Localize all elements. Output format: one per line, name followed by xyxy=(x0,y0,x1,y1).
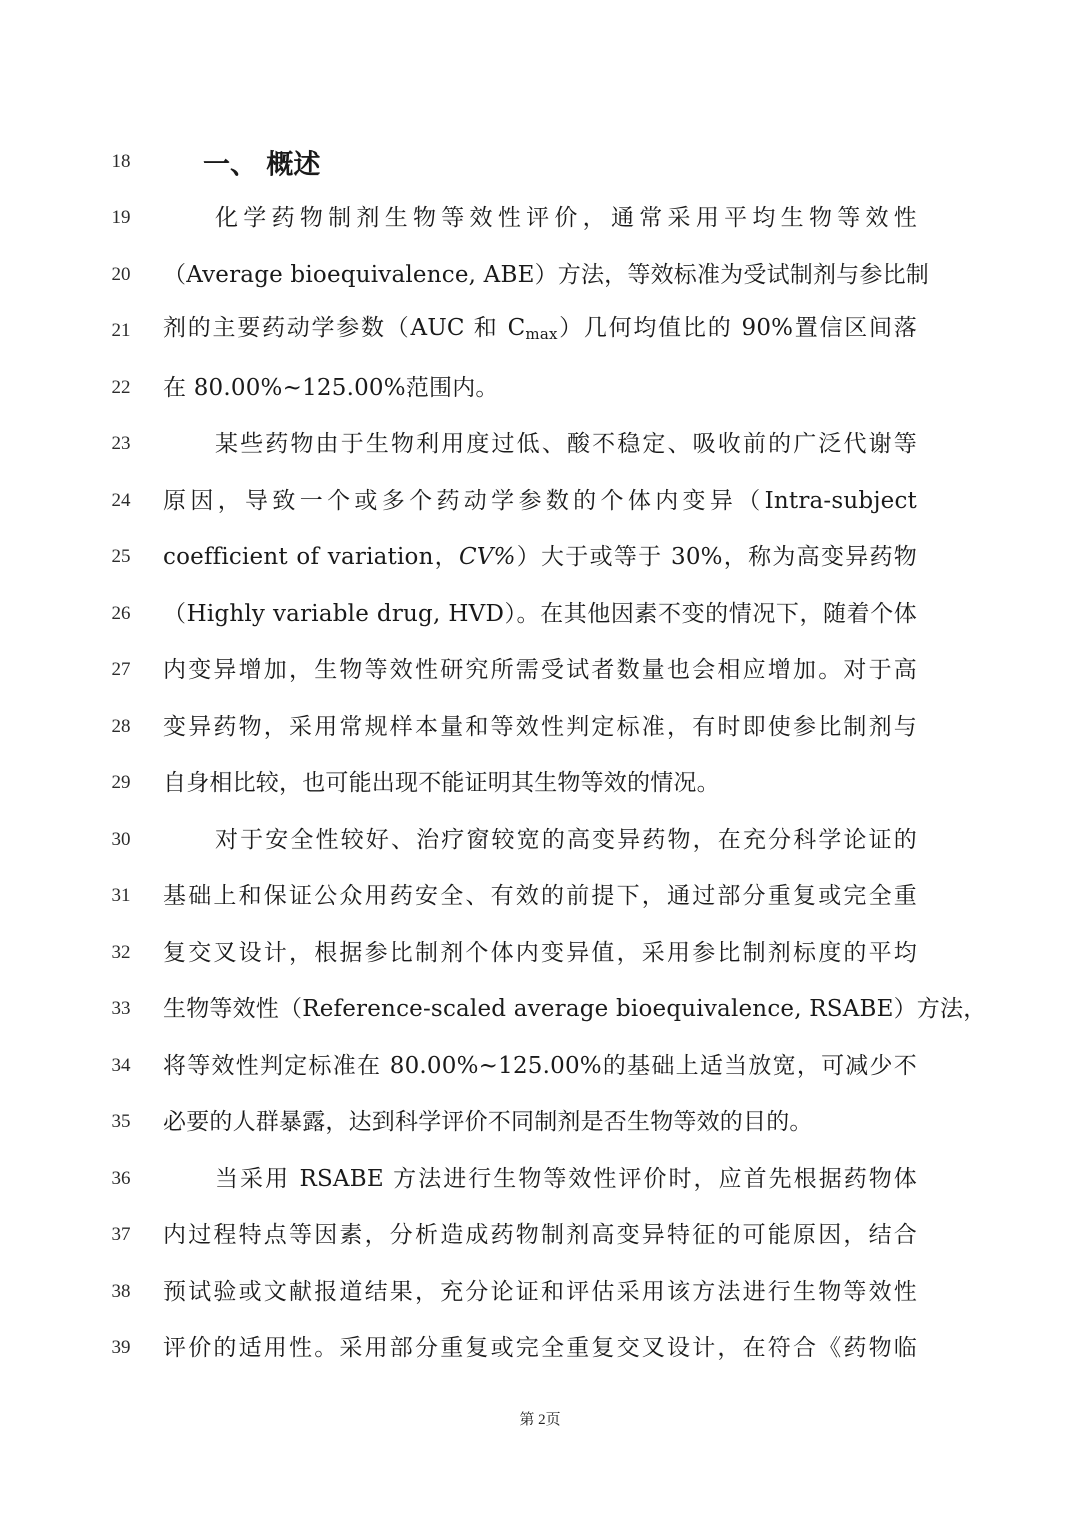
line-number: 19 xyxy=(111,207,131,228)
line-text-part: coefficient of variation， xyxy=(163,544,459,570)
page-footer: 第 2页 xyxy=(519,1412,561,1428)
line-number: 27 xyxy=(111,659,131,680)
text-line xyxy=(0,1272,1080,1312)
text-line xyxy=(0,1046,1080,1086)
line-text: 生物等效性（Reference-scaled average bioequivalence, RSABE）方法， xyxy=(163,996,987,1022)
text-line xyxy=(0,481,1080,521)
line-number: 34 xyxy=(111,1055,131,1076)
line-number: 21 xyxy=(111,320,131,341)
text-line xyxy=(0,537,1080,577)
line-text: 预试验或文献报道结果，充分论证和评估采用该方法进行生物等效性 xyxy=(163,1279,917,1305)
text-line xyxy=(0,424,1080,464)
line-text: 原因，导致一个或多个药动学参数的个体内变异（Intra-subject xyxy=(163,488,917,514)
line-number: 28 xyxy=(111,716,131,737)
text-line xyxy=(0,1159,1080,1199)
line-text: 复交叉设计，根据参比制剂个体内变异值，采用参比制剂标度的平均 xyxy=(163,940,917,966)
line-text-part: ）几何均值比的 90%置信区间落 xyxy=(557,315,917,341)
line-text: 必要的人群暴露，达到科学评价不同制剂是否生物等效的目的。 xyxy=(163,1109,813,1135)
italic-cv: CV% xyxy=(458,544,516,570)
line-number: 36 xyxy=(111,1168,131,1189)
text-line xyxy=(0,311,1080,351)
line-text: 自身相比较，也可能出现不能证明其生物等效的情况。 xyxy=(163,770,720,796)
line-number: 25 xyxy=(111,546,131,567)
text-line xyxy=(0,763,1080,803)
text-line xyxy=(0,650,1080,690)
line-number: 18 xyxy=(111,151,131,172)
text-line xyxy=(0,594,1080,634)
line-text: 当采用 RSABE 方法进行生物等效性评价时，应首先根据药物体 xyxy=(215,1166,917,1192)
line-number: 32 xyxy=(111,942,131,963)
line-text xyxy=(163,308,917,354)
line-text xyxy=(163,537,917,577)
line-number: 37 xyxy=(111,1224,131,1245)
text-line xyxy=(0,1102,1080,1142)
line-text: 将等效性判定标准在 80.00%~125.00%的基础上适当放宽，可减少不 xyxy=(163,1053,917,1079)
line-text: 变异药物，采用常规样本量和等效性判定标准，有时即使参比制剂与 xyxy=(163,714,917,740)
line-text: 在 80.00%~125.00%范围内。 xyxy=(163,375,499,401)
line-number: 30 xyxy=(111,829,131,850)
line-number: 38 xyxy=(111,1281,131,1302)
line-text: 内变异增加，生物等效性研究所需受试者数量也会相应增加。对于高 xyxy=(163,657,917,683)
line-number: 26 xyxy=(111,603,131,624)
line-text-part: ）大于或等于 30%，称为高变异药物 xyxy=(515,544,917,570)
line-text: 某些药物由于生物利用度过低、酸不稳定、吸收前的广泛代谢等 xyxy=(215,431,917,457)
text-line xyxy=(0,820,1080,860)
line-text-part: 剂的主要药动学参数（AUC 和 C xyxy=(163,315,526,341)
text-line xyxy=(0,989,1080,1029)
line-number: 35 xyxy=(111,1111,131,1132)
section-heading: 一、 概述 xyxy=(203,149,321,181)
text-line xyxy=(0,933,1080,973)
text-line xyxy=(0,198,1080,238)
text-line xyxy=(0,1328,1080,1368)
line-number: 24 xyxy=(111,490,131,511)
line-number: 31 xyxy=(111,885,131,906)
text-line xyxy=(0,876,1080,916)
line-text: 对于安全性较好、治疗窗较宽的高变异药物，在充分科学论证的 xyxy=(215,827,917,853)
text-line xyxy=(0,1215,1080,1255)
text-line xyxy=(0,368,1080,408)
line-text: 内过程特点等因素，分析造成药物制剂高变异特征的可能原因，结合 xyxy=(163,1222,917,1248)
section-heading-row xyxy=(0,142,1080,182)
line-number: 29 xyxy=(111,772,131,793)
line-text: 基础上和保证公众用药安全、有效的前提下，通过部分重复或完全重 xyxy=(163,883,917,909)
subscript-max: max xyxy=(525,325,558,343)
line-number: 39 xyxy=(111,1337,131,1358)
line-text: （Average bioequivalence, ABE）方法，等效标准为受试制剂与参比制 xyxy=(163,262,929,288)
line-number: 23 xyxy=(111,433,131,454)
line-number: 22 xyxy=(111,377,131,398)
line-text: （Highly variable drug, HVD）。在其他因素不变的情况下，随着个体 xyxy=(163,601,917,627)
line-number: 33 xyxy=(111,998,131,1019)
text-line xyxy=(0,255,1080,295)
line-text: 评价的适用性。采用部分重复或完全重复交叉设计，在符合《药物临 xyxy=(163,1335,917,1361)
line-number: 20 xyxy=(111,264,131,285)
line-text: 化学药物制剂生物等效性评价，通常采用平均生物等效性 xyxy=(215,205,917,231)
text-line xyxy=(0,707,1080,747)
